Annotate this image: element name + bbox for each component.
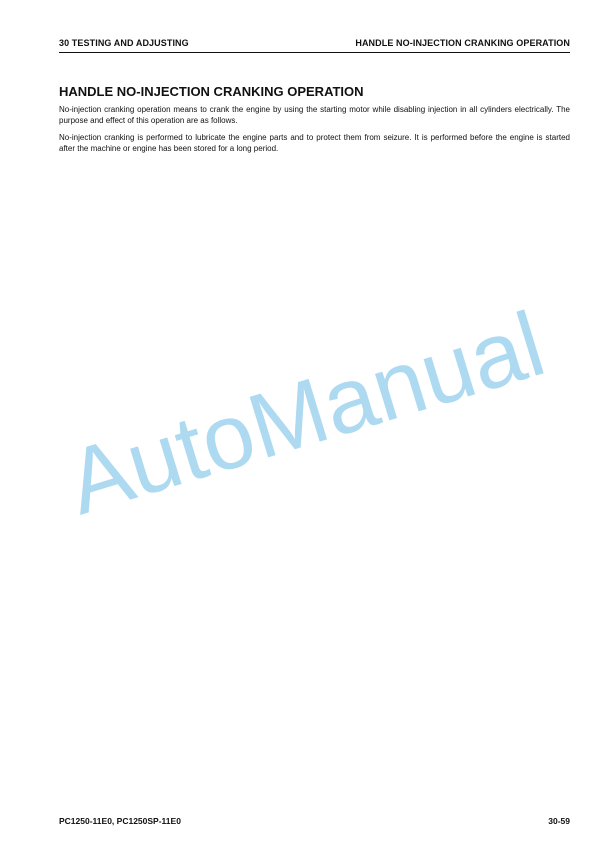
section-title: HANDLE NO-INJECTION CRANKING OPERATION [59,84,364,99]
paragraph-definition: No-injection cranking operation means to crank the engine by using the starting motor while disabling injection in all cylinders electrically. The purpose and effect of this operation are as follows. [59,105,570,125]
header-topic: HANDLE NO-INJECTION CRANKING OPERATION [355,38,570,48]
header-section: 30 TESTING AND ADJUSTING [59,38,189,48]
footer-model: PC1250-11E0, PC1250SP-11E0 [59,816,181,826]
paragraph-purpose: No-injection cranking is performed to lubricate the engine parts and to protect them from seizure. It is performed before the engine is started after the machine or engine has been stored for a long period. [59,133,570,153]
watermark-text: AutoManual [56,293,556,535]
page-header [59,38,570,53]
footer-page-number: 30-59 [548,816,570,826]
